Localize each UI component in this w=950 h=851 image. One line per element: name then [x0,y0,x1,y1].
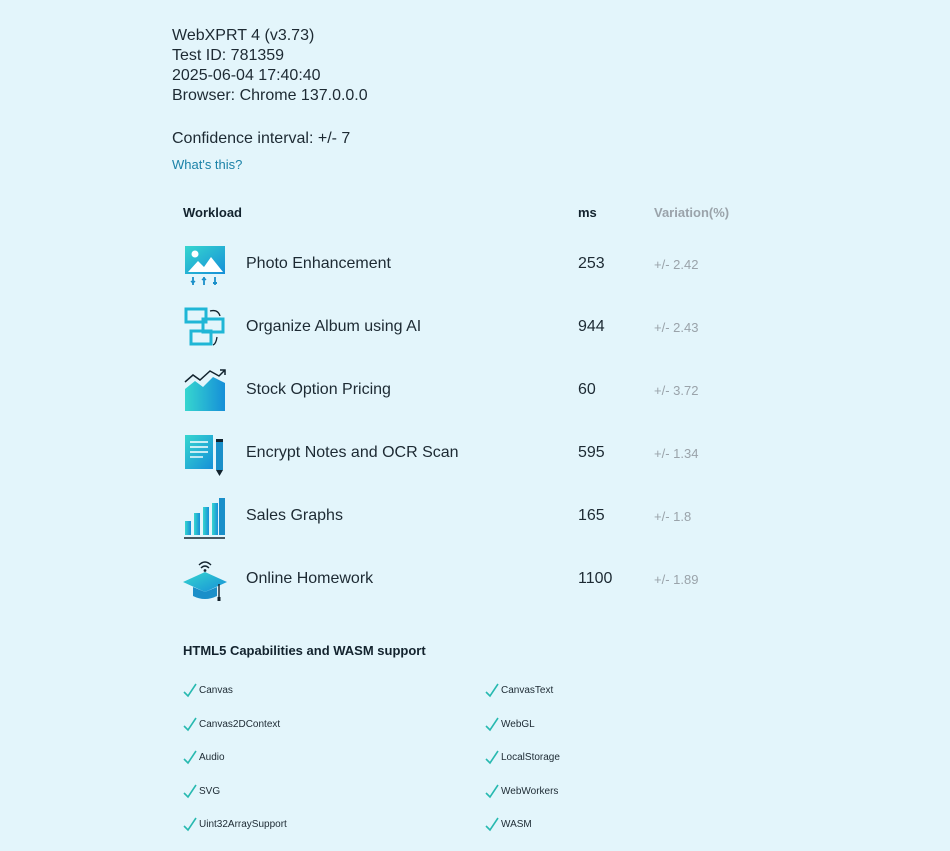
capability-label: LocalStorage [501,752,560,763]
workload-ms: 944 [578,318,605,335]
capability-label: WebGL [501,719,535,730]
workload-ms: 165 [578,507,605,524]
check-icon [485,716,499,732]
test-info [172,26,368,106]
confidence-interval: Confidence interval: +/- 7 [172,130,351,147]
workload-variation: +/- 1.34 [654,446,699,461]
check-icon [183,783,197,799]
workload-name: Photo Enhancement [246,255,391,272]
workload-ms: 1100 [578,570,613,587]
whats-this-link[interactable]: What's this? [172,157,243,172]
workload-variation: +/- 2.43 [654,320,699,335]
workload-ms: 60 [578,381,596,398]
workload-variation: +/- 1.89 [654,572,699,587]
workload-name: Encrypt Notes and OCR Scan [246,444,459,461]
variation-header: Variation(%) [654,205,730,220]
check-icon [183,749,197,765]
capability-label: WASM [501,819,532,830]
workload-name: Stock Option Pricing [246,381,391,398]
table-row [183,303,783,353]
workload-name: Sales Graphs [246,507,343,524]
encrypt-notes-icon [183,430,229,476]
workload-name: Online Homework [246,570,374,587]
check-icon [485,783,499,799]
ms-header: ms [578,205,597,220]
table-row [183,492,783,542]
photo-enhancement-icon [183,241,229,287]
organize-album-icon [183,304,229,350]
workload-name: Organize Album using AI [246,318,422,335]
capability-label: Canvas2DContext [199,719,281,730]
check-icon [183,716,197,732]
capability-label: Canvas [199,685,233,696]
capability-label: CanvasText [501,685,554,696]
sales-graphs-icon [183,493,229,539]
table-row [183,429,783,479]
table-row [183,240,783,290]
check-icon [183,816,197,832]
workload-ms: 253 [578,255,605,272]
workload-variation: +/- 1.8 [654,509,692,524]
workload-variation: +/- 3.72 [654,383,699,398]
test-id-text: Test ID: 781359 [172,47,285,64]
table-row [183,366,783,416]
version-text: WebXPRT 4 (v3.73) [172,27,315,44]
workload-ms: 595 [578,444,605,461]
datetime-text: 2025-06-04 17:40:40 [172,67,321,84]
check-icon [485,682,499,698]
stock-option-icon [183,367,229,413]
online-homework-icon [183,556,229,602]
workload-header: Workload [183,205,242,220]
capability-label: WebWorkers [501,786,559,797]
capability-label: Audio [199,752,225,763]
check-icon [183,682,197,698]
capabilities-title: HTML5 Capabilities and WASM support [183,643,426,658]
check-icon [485,749,499,765]
capability-label: Uint32ArraySupport [199,819,287,830]
capability-label: SVG [199,786,221,797]
check-icon [485,816,499,832]
table-row [183,555,783,605]
workload-variation: +/- 2.42 [654,257,699,272]
browser-text: Browser: Chrome 137.0.0.0 [172,87,368,104]
